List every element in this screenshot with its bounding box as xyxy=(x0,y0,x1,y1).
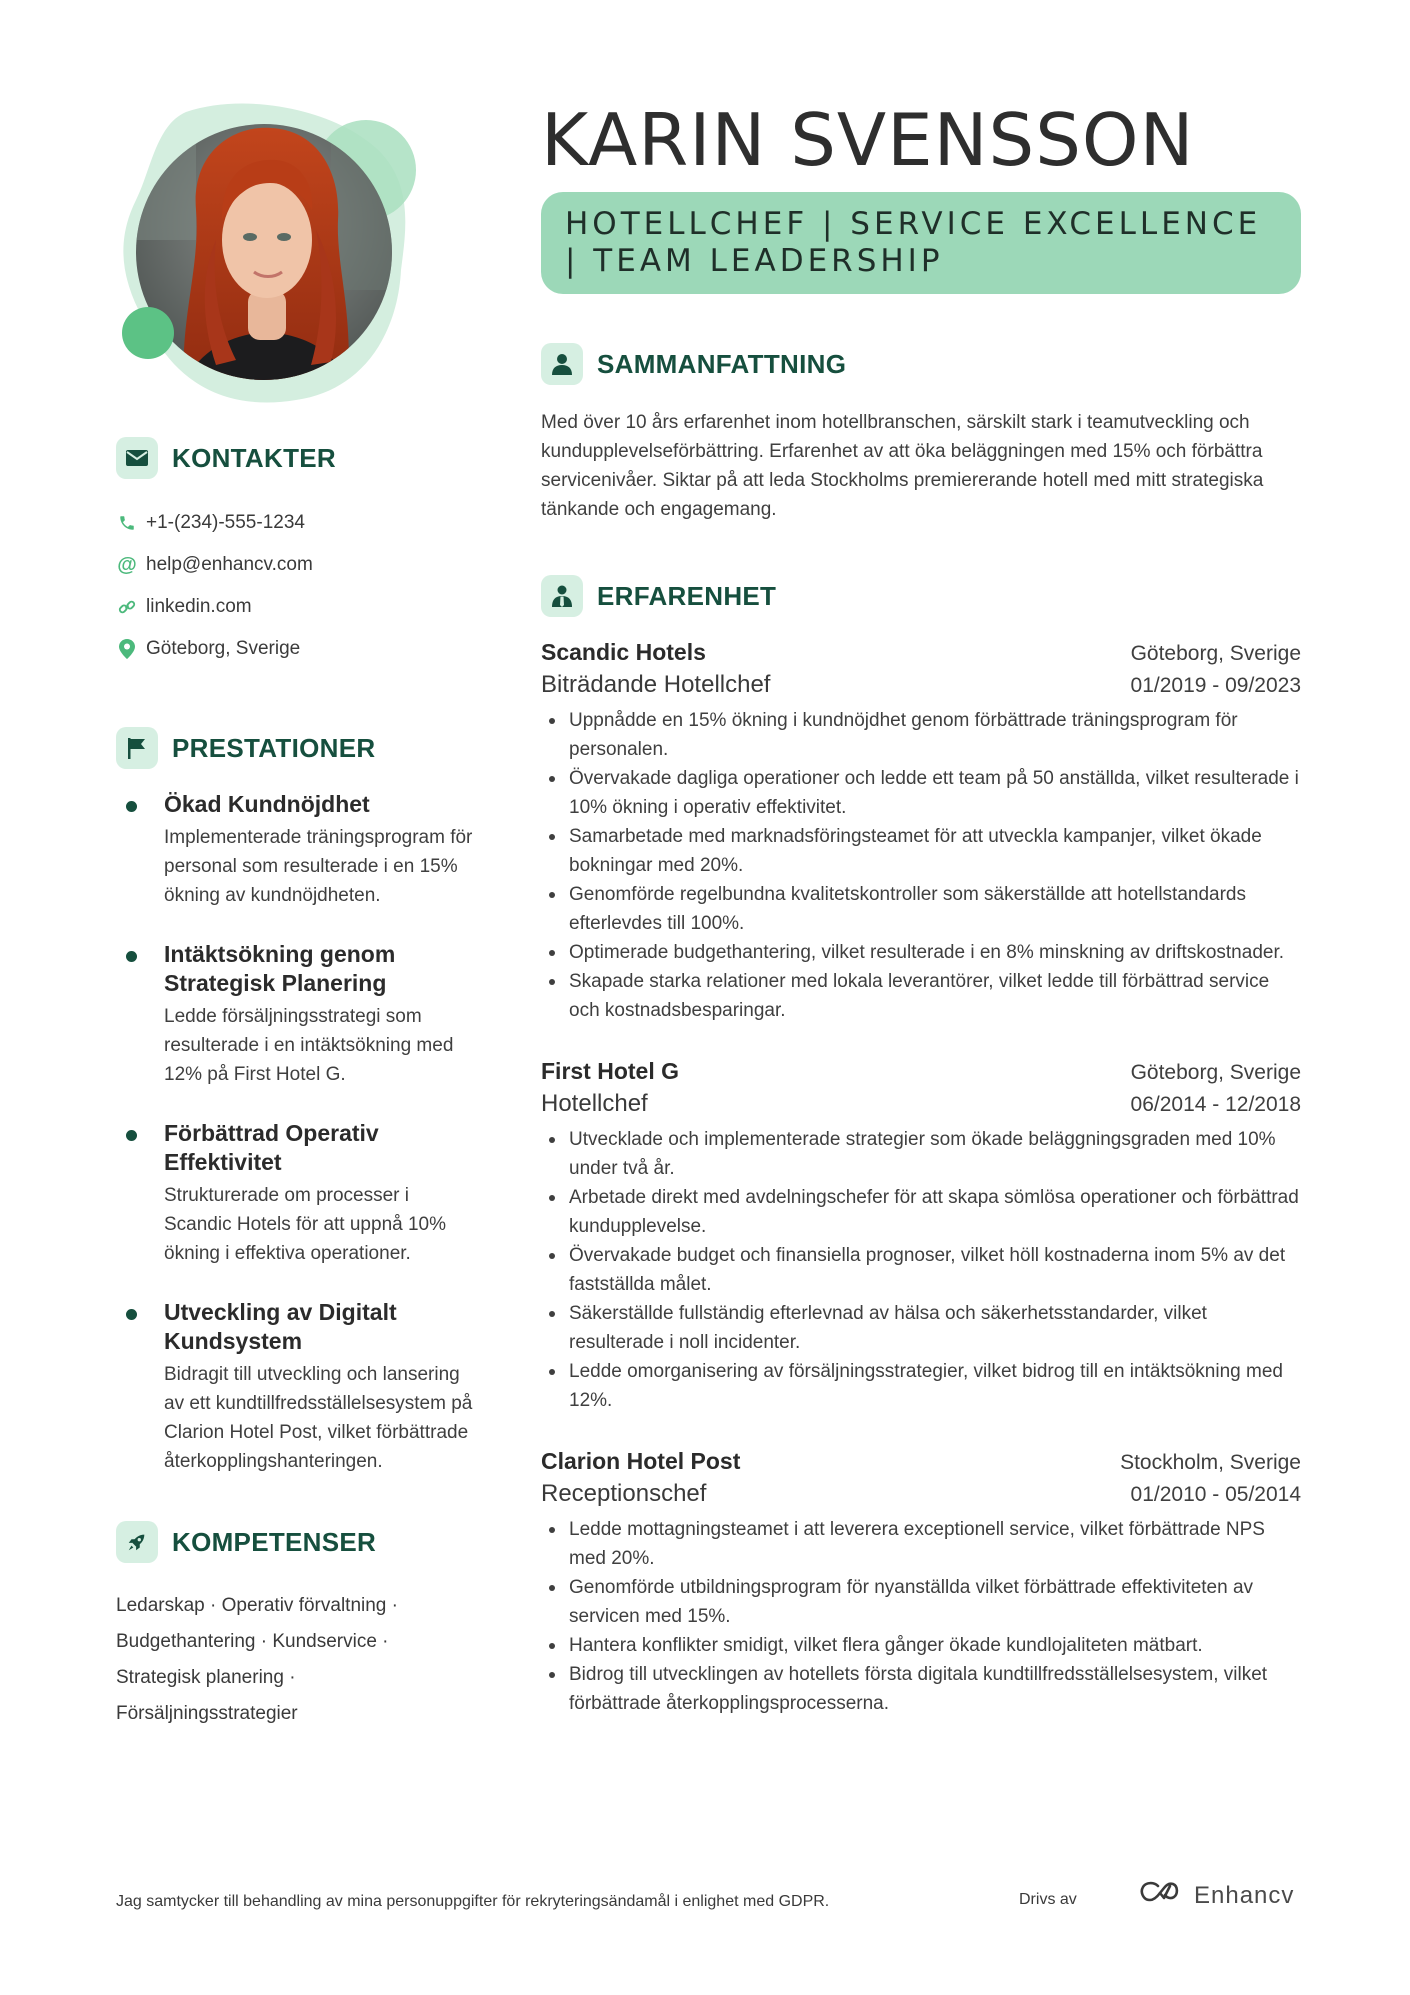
job-location: Göteborg, Sverige xyxy=(1130,642,1301,665)
skills-title: KOMPETENSER xyxy=(172,1526,377,1557)
job-bullet: Ledde omorganisering av försäljningsstrategier, vilket bidrog till en intäktsökning med 12%. xyxy=(541,1357,1301,1415)
job-bullet: Genomförde regelbundna kvalitetskontroller som säkerställde att hotellstandards efterlevdes till 100%. xyxy=(541,880,1301,938)
contact-list xyxy=(116,502,476,670)
rocket-icon xyxy=(116,1521,158,1563)
job-bullet: Ledde mottagningsteamet i att leverera exceptionell service, vilket förbättrade NPS med 20%. xyxy=(541,1515,1301,1573)
job-location: Stockholm, Sverige xyxy=(1120,1451,1301,1474)
experience-section-header xyxy=(541,574,1301,618)
contact-phone-text: +1-(234)-555-1234 xyxy=(146,512,305,533)
job-bullet: Skapade starka relationer med lokala leverantörer, vilket ledde till förbättrad service och kostnadsbesparingar. xyxy=(541,967,1301,1025)
contact-location xyxy=(116,628,476,670)
job-company: First Hotel G xyxy=(541,1058,680,1084)
achievements-title: PRESTATIONER xyxy=(172,732,376,763)
job-header-row xyxy=(541,1055,1301,1087)
job-bullet: Övervakade dagliga operationer och ledde ett team på 50 anställda, vilket resulterade i 10% ökning i operativ effektivitet. xyxy=(541,764,1301,822)
contact-phone[interactable] xyxy=(116,502,476,544)
achievement-title: Förbättrad Operativ Effektivitet xyxy=(164,1120,379,1175)
job-bullet: Utvecklade och implementerade strategier som ökade beläggningsgraden med 10% under två år. xyxy=(541,1125,1301,1183)
experience-title: ERFARENHET xyxy=(597,580,777,611)
achievement-item xyxy=(116,790,476,910)
job-role: Hotellchef xyxy=(541,1090,648,1117)
job-dates: 01/2010 - 05/2014 xyxy=(1130,1483,1301,1506)
achievements-section-header xyxy=(116,726,476,770)
flag-icon xyxy=(116,727,158,769)
bullet-dot xyxy=(126,801,137,812)
skills-list: Ledarskap · Operativ förvaltning · Budgethantering · Kundservice · Strategisk planering · Försäljningsstrategier xyxy=(116,1595,398,1724)
job-bullet: Genomförde utbildningsprogram för nyanställda vilket förbättrade effektiviteten av servicen med 15%. xyxy=(541,1573,1301,1631)
achievement-desc: Bidragit till utveckling och lansering av ett kundtillfredsställelsesystem på Clarion Hotel Post, vilket förbättrade återkopplingshanteringen. xyxy=(164,1364,473,1472)
phone-icon xyxy=(116,512,138,534)
job-role: Biträdande Hotellchef xyxy=(541,671,771,698)
gdpr-consent-text: Jag samtycker till behandling av mina personuppgifter för rekryteringsändamål i enlighet med GDPR. xyxy=(116,1893,830,1910)
left-column xyxy=(116,436,476,1732)
job-header-row xyxy=(541,1445,1301,1477)
job-list xyxy=(541,636,1301,1718)
enhancv-brand[interactable] xyxy=(1138,1880,1294,1911)
envelope-icon xyxy=(116,437,158,479)
job-bullet: Övervakade budget och finansiella prognoser, vilket höll kostnaderna inom 5% av det fastställda målet. xyxy=(541,1241,1301,1299)
job-role-row xyxy=(541,668,1301,702)
achievement-item xyxy=(116,1119,476,1268)
job-entry xyxy=(541,1055,1301,1415)
contact-linkedin[interactable] xyxy=(116,586,476,628)
job-bullet: Arbetade direkt med avdelningschefer för att skapa sömlösa operationer och förbättrad kundupplevelse. xyxy=(541,1183,1301,1241)
job-bullet: Bidrog till utvecklingen av hotellets första digitala kundtillfredsställelsesystem, vilket förbättrade återkopplingsprocesserna. xyxy=(541,1660,1301,1718)
location-pin-icon xyxy=(116,638,138,660)
job-bullet: Samarbetade med marknadsföringsteamet för att utveckla kampanjer, vilket ökade bokningar med 20%. xyxy=(541,822,1301,880)
brand-name: Enhancv xyxy=(1194,1881,1295,1909)
contact-linkedin-text: linkedin.com xyxy=(146,596,252,617)
achievement-item xyxy=(116,1298,476,1476)
job-role: Receptionschef xyxy=(541,1480,707,1507)
achievement-desc: Strukturerade om processer i Scandic Hotels för att uppnå 10% ökning i effektiva operationer. xyxy=(164,1185,447,1264)
job-bullets xyxy=(541,1515,1301,1718)
job-bullets xyxy=(541,706,1301,1025)
briefcase-user-icon xyxy=(541,575,583,617)
bullet-dot xyxy=(126,1130,137,1141)
user-icon xyxy=(541,343,583,385)
achievement-desc: Implementerade träningsprogram för personal som resulterade i en 15% ökning av kundnöjdheten. xyxy=(164,827,473,906)
summary-section-header xyxy=(541,342,1301,386)
job-bullet: Uppnådde en 15% ökning i kundnöjdhet genom förbättrade träningsprogram för personalen. xyxy=(541,706,1301,764)
bullet-dot xyxy=(126,1309,137,1320)
achievement-title: Ökad Kundnöjdhet xyxy=(164,791,370,817)
job-bullet: Optimerade budgethantering, vilket resulterade i en 8% minskning av driftskostnader. xyxy=(541,938,1301,967)
contacts-title: KONTAKTER xyxy=(172,442,336,473)
contact-email[interactable] xyxy=(116,544,476,586)
job-header-row xyxy=(541,636,1301,668)
enhancv-logo-icon xyxy=(1138,1880,1184,1911)
job-dates: 01/2019 - 09/2023 xyxy=(1130,674,1301,697)
job-company: Scandic Hotels xyxy=(541,639,706,665)
link-icon xyxy=(116,596,138,618)
summary-title: SAMMANFATTNING xyxy=(597,348,847,379)
at-icon: @ xyxy=(117,553,137,576)
job-dates: 06/2014 - 12/2018 xyxy=(1130,1093,1301,1116)
right-column xyxy=(541,98,1301,1748)
job-role-row xyxy=(541,1477,1301,1511)
job-location: Göteborg, Sverige xyxy=(1130,1061,1301,1084)
skills-section-header xyxy=(116,1520,476,1564)
achievement-title: Intäktsökning genom Strategisk Planering xyxy=(164,941,396,996)
achievement-list xyxy=(116,790,476,1476)
job-role-row xyxy=(541,1087,1301,1121)
job-bullets xyxy=(541,1125,1301,1415)
contacts-section-header xyxy=(116,436,476,480)
profile-photo xyxy=(116,100,426,410)
job-entry xyxy=(541,636,1301,1025)
candidate-name: KARIN SVENSSON xyxy=(541,98,1195,182)
summary-text: Med över 10 års erfarenhet inom hotellbranschen, särskilt stark i teamutveckling och kundupplevelseförbättring. Erfarenhet av att öka beläggningen med 15% och förbättra servicenivåer. Siktar på att leda Stockholms premiererande hotell med mitt strategiska tänkande och engagemang. xyxy=(541,412,1264,520)
bullet-dot xyxy=(126,951,137,962)
achievement-title: Utveckling av Digitalt Kundsystem xyxy=(164,1299,397,1354)
achievement-desc: Ledde försäljningsstrategi som resulterade i en intäktsökning med 12% på First Hotel G. xyxy=(164,1006,454,1085)
job-company: Clarion Hotel Post xyxy=(541,1448,741,1474)
job-entry xyxy=(541,1445,1301,1718)
achievement-item xyxy=(116,940,476,1089)
contact-email-text: help@enhancv.com xyxy=(146,554,313,575)
job-bullet: Hantera konflikter smidigt, vilket flera gånger ökade kundlojaliteten mätbart. xyxy=(541,1631,1301,1660)
job-bullet: Säkerställde fullständig efterlevnad av hälsa och säkerhetsstandarder, vilket resulterade i noll incidenter. xyxy=(541,1299,1301,1357)
headline-banner: HOTELLCHEF | SERVICE EXCELLENCE | TEAM LEADERSHIP xyxy=(541,192,1301,294)
contact-location-text: Göteborg, Sverige xyxy=(146,638,301,659)
powered-by-label: Drivs av xyxy=(1019,1891,1077,1908)
